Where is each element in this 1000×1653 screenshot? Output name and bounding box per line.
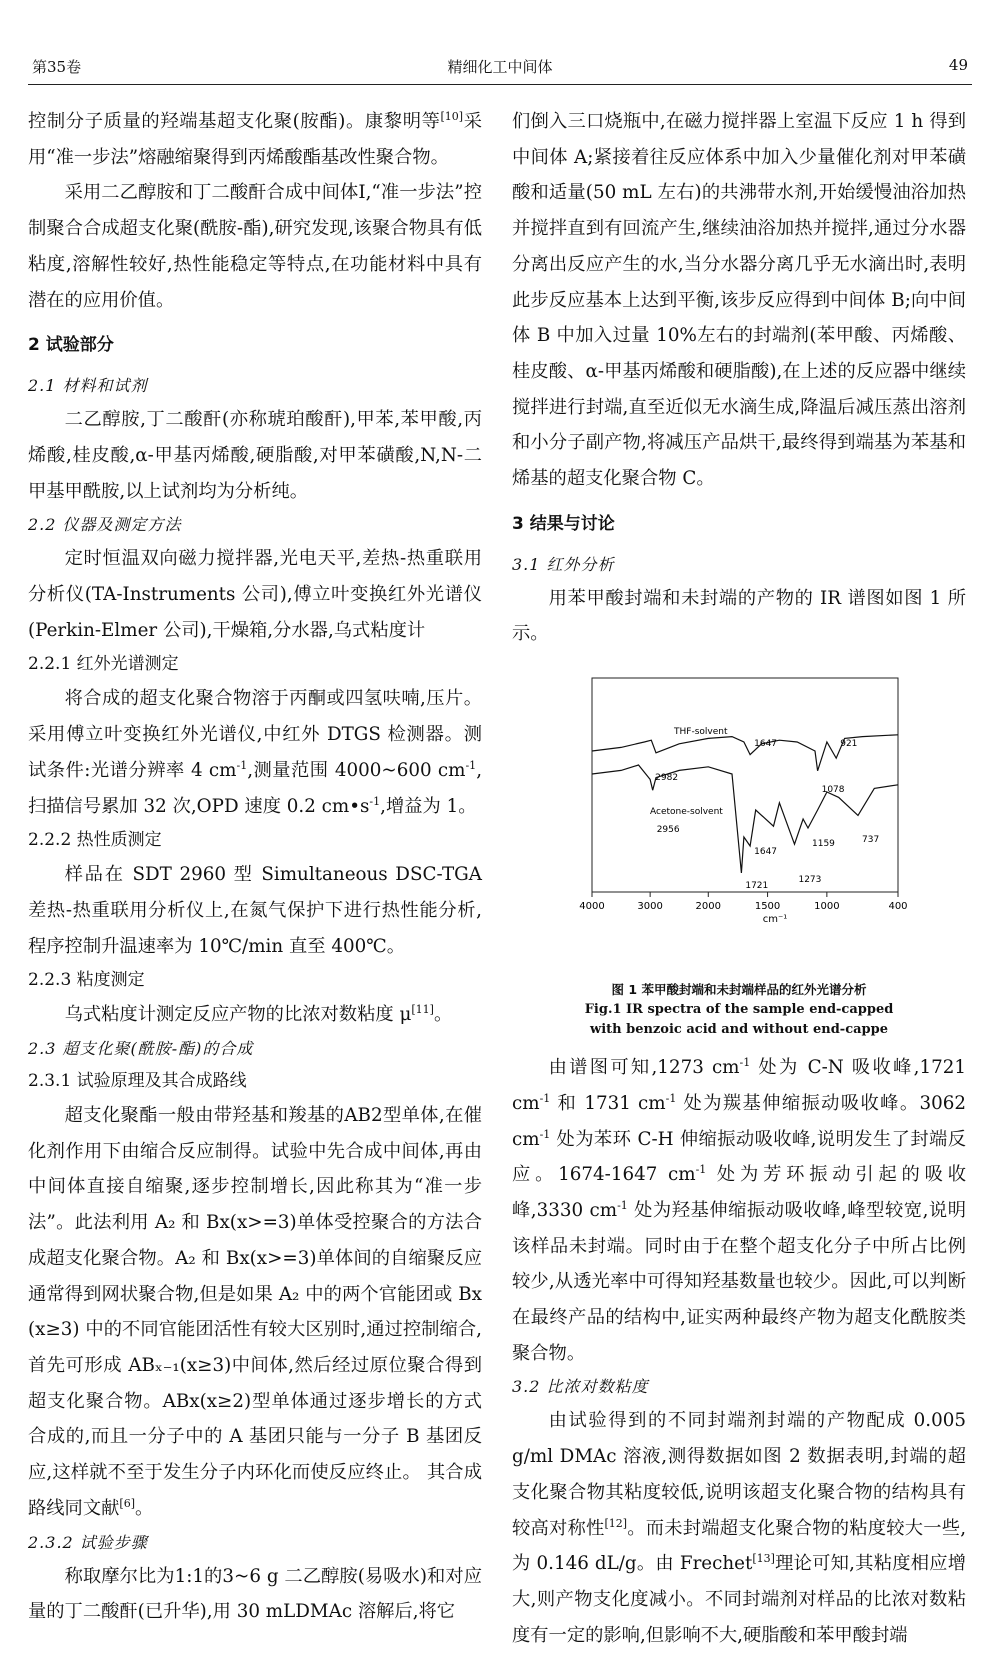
x-tick-label: 1000 [814, 901, 840, 913]
subsection-heading: 2.2 仪器及测定方法 [28, 515, 182, 535]
x-axis-label: cm⁻¹ [762, 914, 788, 926]
peak-label: 921 [840, 739, 858, 750]
paragraph: 由谱图可知,1273 $cm^{-1}$ 处为 C-N 吸收峰,1721 $cm^{-1}$ 和 1731 $cm^{-1}$ 处为羰基伸缩振动吸收峰。3062 $cm^{-1}$ 处为苯环 C-H 伸缩振动吸收峰,说明发生了封端反应。1674-1647 $cm^{-1}$ 处为芳环振动引起的吸收峰,3330 $cm^{-1}$ 处为羟基伸缩振动吸收峰,峰型较宽,说明该样品未封端。同时由于在整个超支化分子中所占比例较少,从透光率中可得知羟基数量也较少。因此,可以判断在最终产品的结构中,证实两种最终产物为超支化酰胺类聚合物。 [512, 1056, 967, 1364]
paragraph: 们倒入三口烧瓶中,在磁力搅拌器上室温下反应 1 h 得到中间体 A;紧接着往反应体系中加入少量催化剂对甲苯磺酸和适量(50 mL 左右)的共沸带水剂,开始缓慢油浴加热并搅拌直到有回流产生,继续油浴加热并搅拌,通过分水器分离出反应产生的水,当分水器分离几乎无水滴出时,表明此步反应基本上达到平衡,该步反应得到中间体 B;向中间体 B 中加入过量 10%左右的封端剂(苯甲酸、丙烯酸、桂皮酸、α-甲基丙烯酸和硬脂酸),在上述的反应器中继续搅拌进行封端,直至近似无水滴生成,降温后减压蒸出溶剂和小分子副产物,将减压产品烘干,最终得到端基为苯基和烯基的超支化聚合物 C。 [512, 111, 966, 490]
figure-caption-en: with benzoic acid and without end-cappe [590, 1022, 888, 1038]
paragraph: 二乙醇胺,丁二酸酐(亦称琥珀酸酐),甲苯,苯甲酸,丙烯酸,桂皮酸,α-甲基丙烯酸,硬脂酸,对甲苯磺酸,N,N-二甲基甲酰胺,以上试剂均为分析纯。 [28, 409, 482, 502]
subsection-heading: 2.3.1 试验原理及其合成路线 [28, 1071, 247, 1092]
x-tick-label: 1500 [754, 901, 781, 913]
subsection-heading: 3.1 红外分析 [512, 554, 615, 574]
x-tick-label: 4000 [579, 901, 605, 913]
paragraph: 将合成的超支化聚合物溶于丙酮或四氢呋喃,压片。采用傅立叶变换红外光谱仪,中红外 DTGS 检测器。测试条件:光谱分辨率 4 $cm^{-1}$,测量范围 4000~600 $cm^{-1}$,扫描信号累加 32 次,OPD 速度 0.2 $cm•s^{-1}$,增益为 1。 [28, 688, 482, 817]
peak-label: 2956 [656, 825, 680, 836]
series-label: Acetone-solvent [650, 807, 723, 818]
x-tick-label: 2000 [695, 901, 722, 913]
header-volume: 第35卷 [32, 58, 82, 76]
peak-label: 737 [862, 835, 880, 846]
paragraph: 用苯甲酸封端和未封端的产物的 IR 谱图如图 1 所示。 [512, 587, 966, 645]
left-column [28, 104, 482, 1630]
x-tick-label: 400 [888, 901, 908, 913]
paragraph: 采用二乙醇胺和丁二酸酐合成中间体Ⅰ,“准一步法”控制聚合合成超支化聚(酰胺-酯),研究发现,该聚合物具有低粘度,溶解性较好,热性能稳定等特点,在功能材料中具有潜在的应用价值。 [28, 182, 482, 311]
subsection-heading: 2.2.2 热性质测定 [28, 830, 162, 851]
peak-label: 1273 [798, 875, 822, 886]
subsection-heading: 2.3 超支化聚(酰胺-酯)的合成 [28, 1039, 254, 1059]
paragraph: 样品在 SDT 2960 型 Simultaneous DSC-TGA 差热-热重联用分析仪上,在氮气保护下进行热性能分析,程序控制升温速率为 10℃/min 直至 400℃。 [28, 864, 482, 957]
section-heading: 2 试验部分 [28, 335, 114, 356]
subsection-heading: 3.2 比浓对数粘度 [512, 1377, 649, 1397]
peak-label: 1159 [812, 839, 835, 850]
ir-spectrum-chart [512, 660, 966, 930]
paragraph: 控制分子质量的羟端基超支化聚(胺酯)。康黎明等[10]采用“准一步法”熔融缩聚得到丙烯酸酯基改性聚合物。 [28, 109, 483, 168]
header-journal: 精细化工中间体 [447, 58, 553, 76]
plot-frame [592, 678, 898, 892]
subsection-heading: 2.2.3 粘度测定 [28, 970, 145, 991]
paragraph: 乌式粘度计测定反应产物的比浓对数粘度 μ[11]。 [64, 1003, 453, 1026]
paragraph: 超支化聚酯一般由带羟基和羧基的AB2型单体,在催化剂作用下由缩合反应制得。试验中先合成中间体,再由中间体直接自缩聚,逐步控制增长,因此称其为“准一步法”。此法利用 A₂ 和 Bx(x>=3)单体受控聚合的方法合成超支化聚合物。A₂ 和 Bx(x>=3)单体间的自缩聚反应通常得到网状聚合物,但是如果 A₂ 中的两个官能团或 Bx (x≥3) 中的不同官能团活性有较大区别时,通过控制缩合,首先可形成 ABₓ₋₁(x≥3)中间体,然后经过原位聚合得到超支化聚合物。ABx(x≥2)型单体通过逐步增长的方式合成的,而且一分子中的 A 基团只能与一分子 B 基团反应,这样就不至于发生分子内环化而使反应终止。 其合成路线同文献[6]。 [28, 1105, 482, 1519]
peak-label: 2982 [655, 773, 679, 784]
peak-label: 1078 [821, 785, 845, 796]
subsection-heading: 2.1 材料和试剂 [28, 376, 148, 396]
figure-caption-cn: 图 1 苯甲酸封端和未封端样品的红外光谱分析 [611, 982, 867, 998]
peak-label: 1647 [754, 847, 778, 858]
peak-label: 1647 [754, 739, 778, 750]
header-page-number: 49 [948, 56, 968, 74]
figure-caption-en: Fig.1 IR spectra of the sample end-capped [584, 1002, 894, 1018]
right-column [512, 104, 966, 1653]
paragraph: 定时恒温双向磁力搅拌器,光电天平,差热-热重联用分析仪(TA-Instruments 公司),傅立叶变换红外光谱仪(Perkin-Elmer 公司),干燥箱,分水器,乌式粘度计 [28, 548, 482, 641]
section-heading: 3 结果与讨论 [512, 513, 615, 534]
header-rule [28, 84, 972, 85]
peak-label: 1721 [745, 881, 769, 892]
subsection-heading: 2.2.1 红外光谱测定 [28, 654, 179, 675]
subsection-heading: 2.3.2 试验步骤 [28, 1532, 148, 1552]
series-label: THF-solvent [674, 727, 728, 738]
paragraph: 称取摩尔比为1:1的3~6 g 二乙醇胺(易吸水)和对应量的丁二酸酐(已升华),用 30 mLDMAc 溶解后,将它 [28, 1565, 482, 1623]
x-tick-label: 3000 [637, 901, 663, 913]
ir-spectrum-figure [512, 660, 966, 980]
series-line-1 [592, 765, 898, 873]
paragraph: 由试验得到的不同封端剂封端的产物配成 0.005 g/ml DMAc 溶液,测得数据如图 2 数据表明,封端的超支化聚合物其粘度较低,说明该超支化聚合物的结构具有较高对称性[12]。而未封端超支化聚合物的粘度较大一些,为 0.146 dL/g。由 Frechet[13]理论可知,其粘度相应增大,则产物支化度减小。不同封端剂对样品的比浓对数粘度有一定的影响,但影响不大,硬脂酸和苯甲酸封端 [512, 1410, 967, 1646]
